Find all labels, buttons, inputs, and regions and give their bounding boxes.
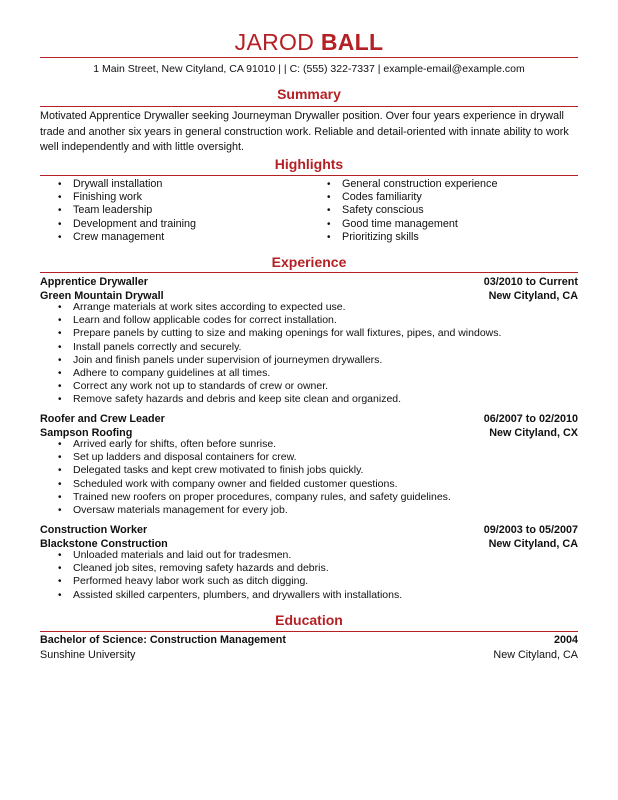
list-item: • Assisted skilled carpenters, plumbers, and drywallers with installations. bbox=[40, 589, 580, 602]
list-item: • Performed heavy labor work such as ditch digging. bbox=[40, 575, 580, 588]
summary-heading: Summary bbox=[277, 86, 341, 102]
list-item: • Scheduled work with company owner and fielded customer questions. bbox=[40, 478, 580, 491]
school-location: New Cityland, CA bbox=[493, 649, 578, 661]
job-duties-list bbox=[40, 549, 580, 602]
job-duties-list bbox=[40, 301, 580, 407]
list-item: • Crew management bbox=[40, 231, 196, 244]
job-dates: 06/2007 to 02/2010 bbox=[483, 413, 578, 425]
school-name: Sunshine University bbox=[40, 649, 136, 661]
first-name: JAROD bbox=[234, 29, 315, 55]
school-row bbox=[40, 649, 578, 662]
job-company: Sampson Roofing bbox=[40, 427, 133, 439]
contact-line: 1 Main Street, New Cityland, CA 91010 | | C: (555) 322-7337 | example-email@example.com bbox=[93, 63, 525, 75]
highlights-heading: Highlights bbox=[274, 156, 344, 172]
list-item: • Drywall installation bbox=[40, 178, 196, 191]
header-rule bbox=[40, 57, 578, 58]
graduation-year: 2004 bbox=[553, 634, 578, 646]
job-role: Roofer and Crew Leader bbox=[40, 413, 165, 425]
education-heading: Education bbox=[275, 612, 343, 628]
job-title-row bbox=[40, 276, 578, 289]
list-item: • Arrange materials at work sites according to expected use. bbox=[40, 301, 580, 314]
degree-field: : Construction Management bbox=[143, 634, 286, 646]
list-item: • Correct any work not up to standards of crew or owner. bbox=[40, 380, 580, 393]
job-role: Construction Worker bbox=[40, 524, 148, 536]
job-location: New Cityland, CA bbox=[488, 538, 578, 550]
list-item: • Set up ladders and disposal containers for crew. bbox=[40, 451, 580, 464]
job-title-row bbox=[40, 524, 578, 537]
highlights-left-list bbox=[40, 178, 196, 244]
list-item: • Codes familiarity bbox=[309, 191, 497, 204]
list-item: • Remove safety hazards and debris and keep site clean and organized. bbox=[40, 393, 580, 406]
list-item: • Join and finish panels under supervision of journeymen drywallers. bbox=[40, 354, 580, 367]
list-item: • Good time management bbox=[309, 218, 497, 231]
highlights-right-list bbox=[309, 178, 497, 244]
list-item: • Adhere to company guidelines at all times. bbox=[40, 367, 580, 380]
list-item: • Cleaned job sites, removing safety hazards and debris. bbox=[40, 562, 580, 575]
job-role: Apprentice Drywaller bbox=[40, 276, 149, 288]
job-company: Blackstone Construction bbox=[40, 538, 168, 550]
degree-row bbox=[40, 634, 578, 647]
job-company: Green Mountain Drywall bbox=[40, 290, 164, 302]
last-name: BALL bbox=[320, 29, 384, 55]
list-item: • Prepare panels by cutting to size and making openings for wall fixtures, pipes, and windows. bbox=[40, 327, 580, 340]
job-location: New Cityland, CA bbox=[488, 290, 578, 302]
summary-text: Motivated Apprentice Drywaller seeking Journeyman Drywaller position. Over four years experience in drywall trade and another six years in general construction work. Reliable and detail-oriented with innate ability to work well independently and with little oversight. bbox=[40, 110, 569, 153]
job-duties-list bbox=[40, 438, 580, 517]
list-item: • Arrived early for shifts, often before sunrise. bbox=[40, 438, 580, 451]
highlights-rule bbox=[40, 175, 578, 176]
list-item: • Oversaw materials management for every job. bbox=[40, 504, 580, 517]
job-dates: 03/2010 to Current bbox=[483, 276, 578, 288]
experience-rule bbox=[40, 272, 578, 273]
degree: Bachelor of Science bbox=[40, 634, 144, 646]
list-item: • Prioritizing skills bbox=[309, 231, 497, 244]
list-item: • General construction experience bbox=[309, 178, 497, 191]
experience-heading: Experience bbox=[271, 254, 347, 270]
job-dates: 09/2003 to 05/2007 bbox=[483, 524, 578, 536]
list-item: • Learn and follow applicable codes for correct installation. bbox=[40, 314, 580, 327]
list-item: • Trained new roofers on proper procedures, company rules, and safety guidelines. bbox=[40, 491, 580, 504]
candidate-name bbox=[0, 28, 618, 56]
list-item: • Development and training bbox=[40, 218, 196, 231]
education-rule bbox=[40, 631, 578, 632]
job-location: New Cityland, CX bbox=[489, 427, 578, 439]
list-item: • Finishing work bbox=[40, 191, 196, 204]
list-item: • Safety conscious bbox=[309, 204, 497, 217]
summary-rule bbox=[40, 106, 578, 107]
list-item: • Unloaded materials and laid out for tradesmen. bbox=[40, 549, 580, 562]
list-item: • Delegated tasks and kept crew motivated to finish jobs quickly. bbox=[40, 464, 580, 477]
list-item: • Team leadership bbox=[40, 204, 196, 217]
job-title-row bbox=[40, 413, 578, 426]
list-item: • Install panels correctly and securely. bbox=[40, 341, 580, 354]
